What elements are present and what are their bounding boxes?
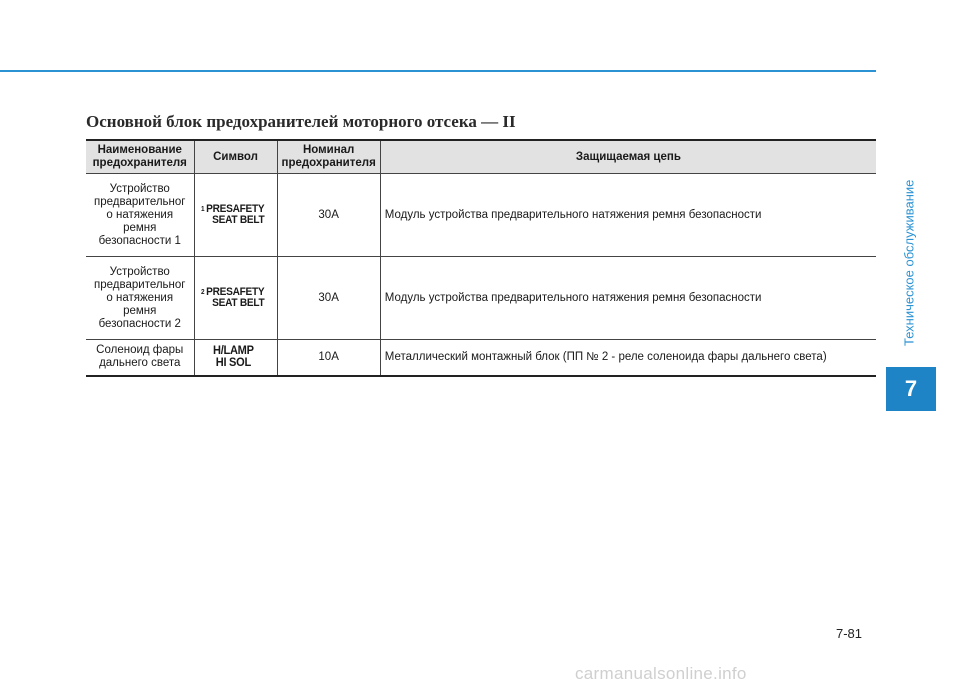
fuse-name-line: о натяжения (106, 208, 174, 221)
circuit-cell: Модуль устройства предварительного натяжения ремня безопасности (380, 174, 876, 257)
fuse-name-line: ремня (123, 221, 157, 234)
header-fuse-name (86, 140, 194, 174)
fuse-name-line: ремня (123, 304, 157, 317)
fuse-name-line: предварительног (94, 278, 186, 291)
fuse-name-line: безопасности 1 (98, 234, 181, 247)
fuse-name-cell (86, 257, 194, 340)
page-number: 7-81 (836, 626, 863, 641)
fuse-symbol-line: HI SOL (216, 355, 252, 370)
header-rating-line: предохранителя (281, 157, 376, 169)
header-protected-circuit: Защищаемая цепь (380, 140, 876, 174)
header-symbol: Символ (194, 140, 277, 174)
fuse-symbol-index: 1 (201, 205, 205, 213)
fuse-symbol-index: 2 (201, 288, 205, 296)
rating-cell: 30A (277, 174, 380, 257)
fuse-table (86, 139, 876, 377)
symbol-cell (194, 174, 277, 257)
fuse-symbol (201, 204, 264, 226)
circuit-cell: Модуль устройства предварительного натяжения ремня безопасности (380, 257, 876, 340)
header-fuse-name-line: Наименование (97, 144, 182, 156)
fuse-symbol (213, 344, 254, 368)
fuse-symbol (201, 287, 264, 309)
fuse-name-line: дальнего света (99, 357, 181, 370)
fuse-name-cell (86, 174, 194, 257)
fuse-name-line: Устройство (109, 182, 170, 195)
table-header-row (86, 140, 876, 174)
header-rating-line: Номинал (302, 144, 355, 156)
table-row (86, 174, 876, 257)
fuse-symbol-line: PRESAFETY (206, 202, 265, 215)
fuse-name-line: предварительног (94, 195, 186, 208)
fuse-name-line: о натяжения (106, 291, 174, 304)
chapter-side-label: Техническое обслуживание (901, 180, 917, 347)
top-rule (0, 70, 876, 72)
section-title: Основной блок предохранителей моторного отсека — II (86, 112, 516, 131)
rating-cell: 10A (277, 340, 380, 376)
fuse-name-line: безопасности 2 (98, 317, 181, 330)
symbol-cell (194, 257, 277, 340)
watermark: carmanualsonline.info (575, 664, 747, 683)
table-row (86, 257, 876, 340)
fuse-symbol-line: SEAT BELT (212, 213, 265, 226)
table-row (86, 340, 876, 376)
fuse-symbol-line: SEAT BELT (212, 296, 265, 309)
fuse-symbol-line: H/LAMP (213, 343, 255, 358)
fuse-symbol-line: PRESAFETY (206, 285, 265, 298)
chapter-number-tab: 7 (886, 367, 936, 411)
symbol-cell (194, 340, 277, 376)
fuse-name-cell (86, 340, 194, 376)
fuse-name-line: Соленоид фары (96, 344, 184, 357)
fuse-name-line: Устройство (109, 265, 170, 278)
header-rating (277, 140, 380, 174)
rating-cell: 30A (277, 257, 380, 340)
header-fuse-name-line: предохранителя (92, 157, 187, 169)
circuit-cell: Металлический монтажный блок (ПП № 2 - реле соленоида фары дальнего света) (380, 340, 876, 376)
